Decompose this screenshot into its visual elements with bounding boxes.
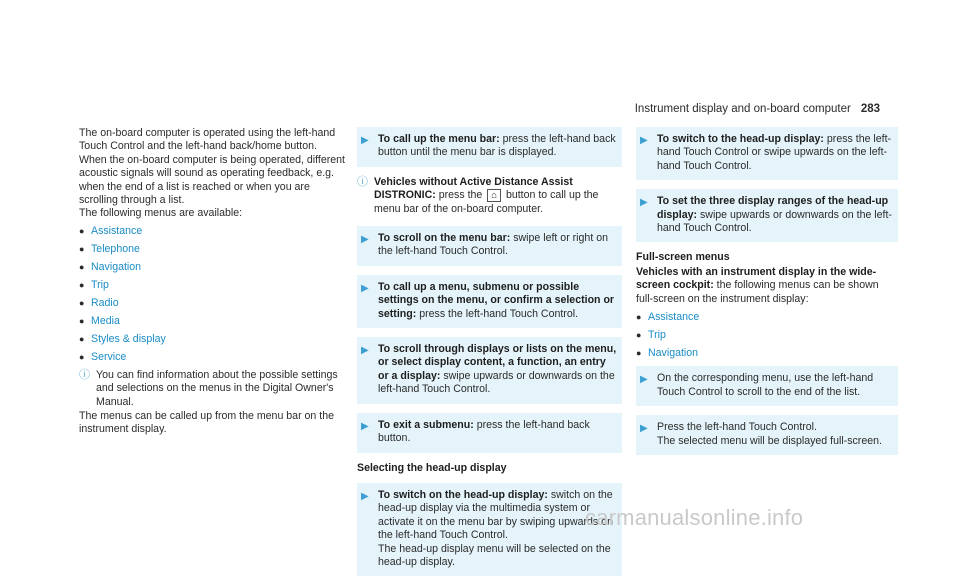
column-middle [357,127,622,585]
step-switch-to-hud [636,127,898,180]
section-title: Instrument display and on-board computer [634,103,851,115]
step-text: swipe upwards or downwards on the left-hand Touch Control. [657,208,892,235]
list-item [79,297,347,310]
fullscreen-menu-list [636,311,898,360]
arrow-icon: ▶ [361,282,369,294]
step-title: To set the three display ranges of the head-up display: [657,195,889,221]
column-left [79,127,347,437]
list-item [636,311,898,324]
menu-link-service[interactable]: Service [91,350,127,363]
fullscreen-paragraph [636,266,898,306]
step-text: press the left-hand back button until the menu bar is displayed. [378,133,616,159]
step-title: To switch to the head-up display: [657,133,824,145]
step-text: press the left-hand Touch Control or swipe upwards on the left-hand Touch Control. [657,133,892,172]
bullet-icon: ● [79,261,85,272]
acoustic-paragraph: When the on-board computer is being operated, different acoustic signals will sound as operating feedback, e.g. when the end of a list is reached or when you are scrolling through a list. [79,153,345,207]
menu-link-assistance[interactable]: Assistance [648,311,700,324]
page-header [635,103,880,116]
menu-link-media[interactable]: Media [91,314,120,327]
bullet-icon: ● [79,225,85,236]
sub-title: Vehicles with an instrument display in the wide-screen cockpit: [636,265,877,292]
watermark: carmanualsonline.info [585,505,804,530]
list-item [636,329,898,342]
list-item [79,243,347,256]
step-scroll-lists [357,337,622,404]
step-text: press the left-hand Touch Control. [416,307,579,320]
step-press-touch-control [636,415,898,455]
info-note [357,176,622,216]
menu-link-navigation[interactable]: Navigation [91,260,142,273]
menu-link-telephone[interactable]: Telephone [91,242,140,255]
menus-intro: The following menus are available: [79,207,243,220]
column-right [636,127,898,464]
step-text: press the left-hand back button. [378,418,590,445]
step-result: The head-up display menu will be selected on the head-up display. [378,542,611,568]
menu-link-radio[interactable]: Radio [91,296,119,309]
bullet-icon: ● [79,243,85,254]
bullet-icon: ● [79,333,85,344]
arrow-icon: ▶ [640,197,648,209]
bullet-icon: ● [79,315,85,326]
bullet-icon: ● [636,348,642,359]
arrow-icon: ▶ [361,345,369,357]
step-exit-submenu [357,413,622,453]
section-heading: Selecting the head-up display [357,461,507,474]
step-scroll-menu-bar [357,226,622,266]
note-text-b: button to call up the menu bar of the on-board computer. [374,189,599,215]
note-text-a: press the [435,189,486,202]
info-icon: ⓘ [79,368,90,381]
list-item [636,347,898,360]
info-note-text: You can find information about the possible settings and selections on the menus in the Digital Owner's Manual. [96,368,338,408]
bullet-icon: ● [636,330,642,341]
arrow-icon: ▶ [361,234,369,246]
arrow-icon: ▶ [640,374,648,386]
step-scroll-to-end [636,366,898,406]
info-note [79,369,347,409]
home-icon: ⌂ [487,189,501,202]
menu-link-assistance[interactable]: Assistance [91,224,143,237]
arrow-icon: ▶ [361,135,369,146]
arrow-icon: ▶ [361,420,369,432]
bullet-icon: ● [79,351,85,362]
menu-bar-paragraph: The menus can be called up from the menu bar on the instrument display. [79,410,334,436]
step-title: To exit a submenu: [378,418,474,431]
step-text: swipe upwards or downwards on the left-hand Touch Control. [378,369,615,396]
step-title: To switch on the head-up display: [378,488,548,501]
step-title: To call up a menu, submenu or possible settings on the menu, or confirm a selection or setting: [378,280,615,320]
menu-list [79,225,347,364]
arrow-icon: ▶ [361,490,369,502]
section-heading: Full-screen menus [636,251,730,264]
step-title: To scroll on the menu bar: [378,232,511,245]
step-result: The selected menu will be displayed full-screen. [657,434,882,447]
arrow-icon: ▶ [640,423,648,435]
step-call-menu-bar [357,127,622,167]
step-text: Press the left-hand Touch Control. [657,421,817,434]
step-title: To call up the menu bar: [378,133,500,145]
menu-link-navigation[interactable]: Navigation [648,347,699,360]
note-title: Vehicles without Active Distance Assist DISTRONIC: [374,175,573,202]
step-text: swipe left or right on the left-hand Touch Control. [378,232,608,258]
list-item [79,351,347,364]
menu-link-trip[interactable]: Trip [91,278,109,291]
step-title: To scroll through displays or lists on the menu, or select display content, a function, an entry or a display: [378,343,617,382]
arrow-icon: ▶ [640,135,648,146]
list-item [79,315,347,328]
sub-text: the following menus can be shown full-screen on the instrument display: [636,279,879,305]
page-number: 283 [860,103,880,115]
bullet-icon: ● [636,312,642,323]
list-item [79,261,347,274]
info-icon: ⓘ [357,175,368,188]
menu-link-styles-display[interactable]: Styles & display [91,332,166,345]
list-item [79,333,347,346]
bullet-icon: ● [79,297,85,308]
step-call-menu [357,275,622,328]
step-text: On the corresponding menu, use the left-hand Touch Control to scroll to the end of the list. [657,372,874,398]
list-item [79,279,347,292]
menu-link-trip[interactable]: Trip [648,329,666,342]
bullet-icon: ● [79,279,85,290]
step-set-display-ranges [636,189,898,242]
list-item [79,225,347,238]
step-switch-on-hud [357,483,622,576]
step-text: switch on the head-up display via the multimedia system or activate it on the menu bar by swiping upwards on the left-hand Touch Control. [378,488,613,542]
intro-paragraph: The on-board computer is operated using the left-hand Touch Control and the left-hand back/home button. [79,127,336,153]
